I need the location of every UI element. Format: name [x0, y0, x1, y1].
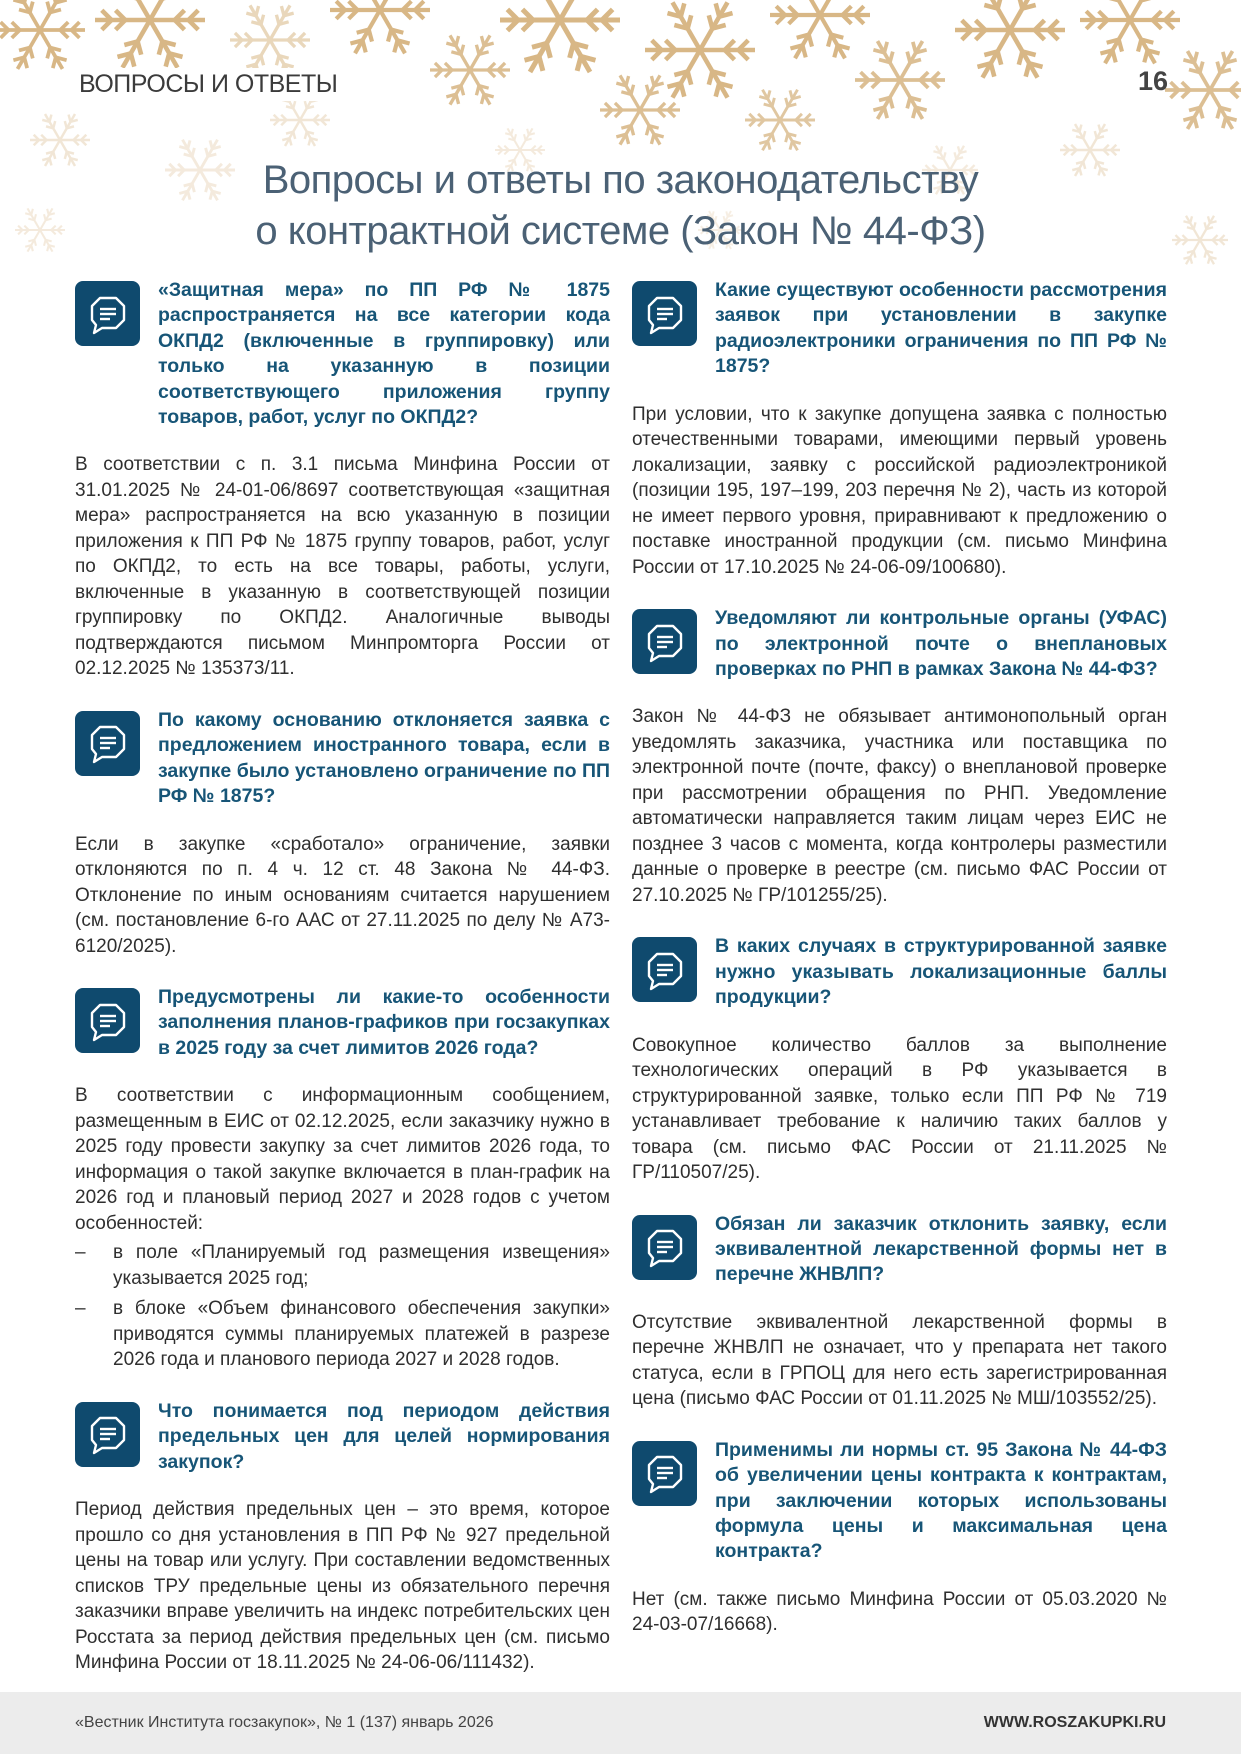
page-title: Вопросы и ответы по законодательству о контрактной системе (Закон № 44-ФЗ): [255, 157, 986, 253]
question-text: «Защитная мера» по ПП РФ № 1875 распространяется на все категории кода ОКПД2 (включенные в группировку) или только на указанную в позиции соответствующего приложения группу товаров, работ, услуг по ОКПД2?: [158, 279, 610, 429]
journal-name: «Вестник Института госзакупок», № 1 (137) январь 2026: [75, 1714, 494, 1731]
qa-item: [632, 278, 1167, 580]
snowflake: [0, 0, 85, 69]
question-text: Предусмотрены ли какие-то особенности заполнения планов-графиков при госзакупках в 2025 году за счет лимитов 2026 года?: [158, 986, 610, 1059]
chat-bubble-icon: [75, 281, 140, 346]
question-text: Обязан ли заказчик отклонить заявку, если эквивалентной лекарственной формы нет в перечне ЖНВЛП?: [715, 1212, 1167, 1286]
qa-item: [75, 985, 610, 1373]
answer-text: В соответствии с п. 3.1 письма Минфина России от 31.01.2025 № 24-01-06/8697 соответствующая «защитная мера» распространяется на всю указанную в позиции приложения к ПП РФ № 1875 группу товаров, работ, услуг по ОКПД2, то есть на все товары, работы, услуги, включенные в указанную в соответствующей позиции группировку по ОКПД2. Аналогичные выводы подтверждаются письмом Минпромторга России от 02.12.2025 № 135373/11.: [75, 454, 610, 680]
chat-bubble-icon: [75, 711, 140, 776]
question: [632, 1438, 1167, 1565]
question: [75, 708, 610, 810]
chat-bubble-icon: [75, 1402, 140, 1467]
snowflake: [855, 41, 945, 119]
answer-text: Отсутствие эквивалентной лекарственной формы в перечне ЖНВЛП не означает, что у препарата нет такого статуса, если в ГРПОЦ для него есть зарегистрированная цена (письмо ФАС России от 01.11.2025 № МШ/103552/25).: [632, 1311, 1167, 1410]
chat-bubble-icon: [632, 1215, 697, 1280]
snowflake: [1080, 0, 1180, 63]
bullet-list: [75, 1240, 610, 1373]
left-column: [75, 278, 610, 1702]
question-text: Применимы ли нормы ст. 95 Закона № 44-ФЗ об увеличении цены контракта к контрактам, при заключении которых использованы формула цены и максимальная цена контракта?: [715, 1438, 1167, 1563]
qa-item: [632, 1212, 1167, 1412]
answer-text: Закон № 44-ФЗ не обязывает антимонопольный орган уведомлять заказчика, участника или поставщика по электронной почте (почте, факсу) о внеплановой проверке при рассмотрении обращения по РНП. Уведомление автоматически направляется таким лицам через ЕИС не позднее 3 часов с момента, когда контролеры разместили данные о проверке в реестре (см. письмо ФАС России от 27.10.2025 № ГР/101255/25).: [632, 706, 1167, 906]
question: [632, 278, 1167, 380]
snowflake: [230, 5, 310, 74]
chat-bubble-icon: [632, 1441, 697, 1506]
question-text: В каких случаях в структурированной заявке нужно указывать локализационные баллы продукции?: [715, 935, 1167, 1009]
website-link[interactable]: WWW.ROSZAKUPKI.RU: [983, 1714, 1166, 1731]
answer-text: Нет (см. также письмо Минфина России от 05.03.2020 № 24-03-07/16668).: [632, 1588, 1167, 1636]
question-text: По какому основанию отклоняется заявка с предложением иностранного товара, если в закупке было установлено ограничение по ПП РФ № 1875?: [158, 708, 610, 808]
snowflake: [955, 0, 1065, 78]
answer-text: В соответствии с информационным сообщением, размещенным в ЕИС от 02.12.2025, если заказчику нужно в 2025 году провести закупку за счет лимитов 2026 года, то информация о такой закупке включается в план-график на 2026 год и плановый период 2027 и 2028 годов с учетом особенностей:: [75, 1085, 610, 1234]
section-label: ВОПРОСЫ И ОТВЕТЫ: [75, 68, 341, 101]
snowflake: [95, 0, 205, 68]
qa-item: [632, 934, 1167, 1185]
question-text: Что понимается под периодом действия предельных цен для целей нормирования закупок?: [158, 1399, 610, 1473]
question: [632, 1212, 1167, 1288]
snowflake: [430, 35, 510, 104]
chat-bubble-icon: [632, 609, 697, 674]
snowflake: [770, 0, 870, 58]
qa-item: [632, 1438, 1167, 1638]
chat-bubble-icon: [75, 988, 140, 1053]
qa-item: [632, 606, 1167, 908]
list-item: – в поле «Планируемый год размещения извещения» указывается 2025 год;: [75, 1242, 610, 1289]
answer-text: Совокупное количество баллов за выполнение технологических операций в РФ указывается в структурированной заявке, только если ПП РФ № 719 устанавливает требование к наличию таких баллов у товара (см. письмо ФАС России от 21.11.2025 № ГР/110507/25).: [632, 1034, 1167, 1184]
qa-item: [75, 708, 610, 959]
footer: [0, 1692, 1241, 1754]
page-number: 16: [1137, 66, 1168, 96]
question: [632, 934, 1167, 1010]
snowflake: [330, 0, 430, 53]
qa-item: [75, 1399, 610, 1676]
answer-text: Период действия предельных цен – это время, которое прошло со дня установления в ПП РФ № 927 предельной цены на товар или услугу. При составлении ведомственных списков ТРУ предельные цены из обязательного перечня заказчики вправе увеличить на индекс потребительских цен Росстата за период действия предельных цен (см. письмо Минфина России от 18.11.2025 № 24-06-06/111432).: [75, 1499, 610, 1673]
question: [75, 985, 610, 1061]
answer-text: При условии, что к закупке допущена заявка с полностью отечественными товарами, имеющими первый уровень локализации, заявку с российской радиоэлектроникой (позиции 195, 197–199, 203 перечня № 2), часть из которой не имеет первого уровня, приравнивают к предложению о поставке иностранной продукции (см. письмо Минфина России от 17.10.2025 № 24-06-09/100680).: [632, 403, 1167, 578]
snowflake: [270, 94, 330, 146]
question-text: Какие существуют особенности рассмотрения заявок при установлении в закупке радиоэлектроники ограничения по ПП РФ № 1875?: [715, 279, 1167, 378]
question: [75, 278, 610, 430]
list-item: – в блоке «Объем финансового обеспечения закупки» приводятся суммы планируемых платежей в разрезе 2026 года и планового периода 2027 и 2028 годов.: [75, 1298, 610, 1371]
chat-bubble-icon: [632, 281, 697, 346]
question-text: Уведомляют ли контрольные органы (УФАС) по электронной почте о внеплановых проверках по РНП в рамках Закона № 44-ФЗ?: [715, 607, 1167, 680]
answer-text: Если в закупке «сработало» ограничение, заявки отклоняются по п. 4 ч. 12 ст. 48 Закона № 44-ФЗ. Отклонение по иным основаниям считается нарушением (см. постановление 6-го ААС от 27.11.2025 по делу № А73-6120/2025).: [75, 833, 610, 957]
question: [632, 606, 1167, 682]
question: [75, 1399, 610, 1475]
snowflake: [500, 0, 620, 72]
snowflake: [1165, 51, 1241, 129]
qa-item: [75, 278, 610, 682]
right-column: [632, 278, 1167, 1664]
chat-bubble-icon: [632, 937, 697, 1002]
snowflake: [745, 90, 815, 151]
